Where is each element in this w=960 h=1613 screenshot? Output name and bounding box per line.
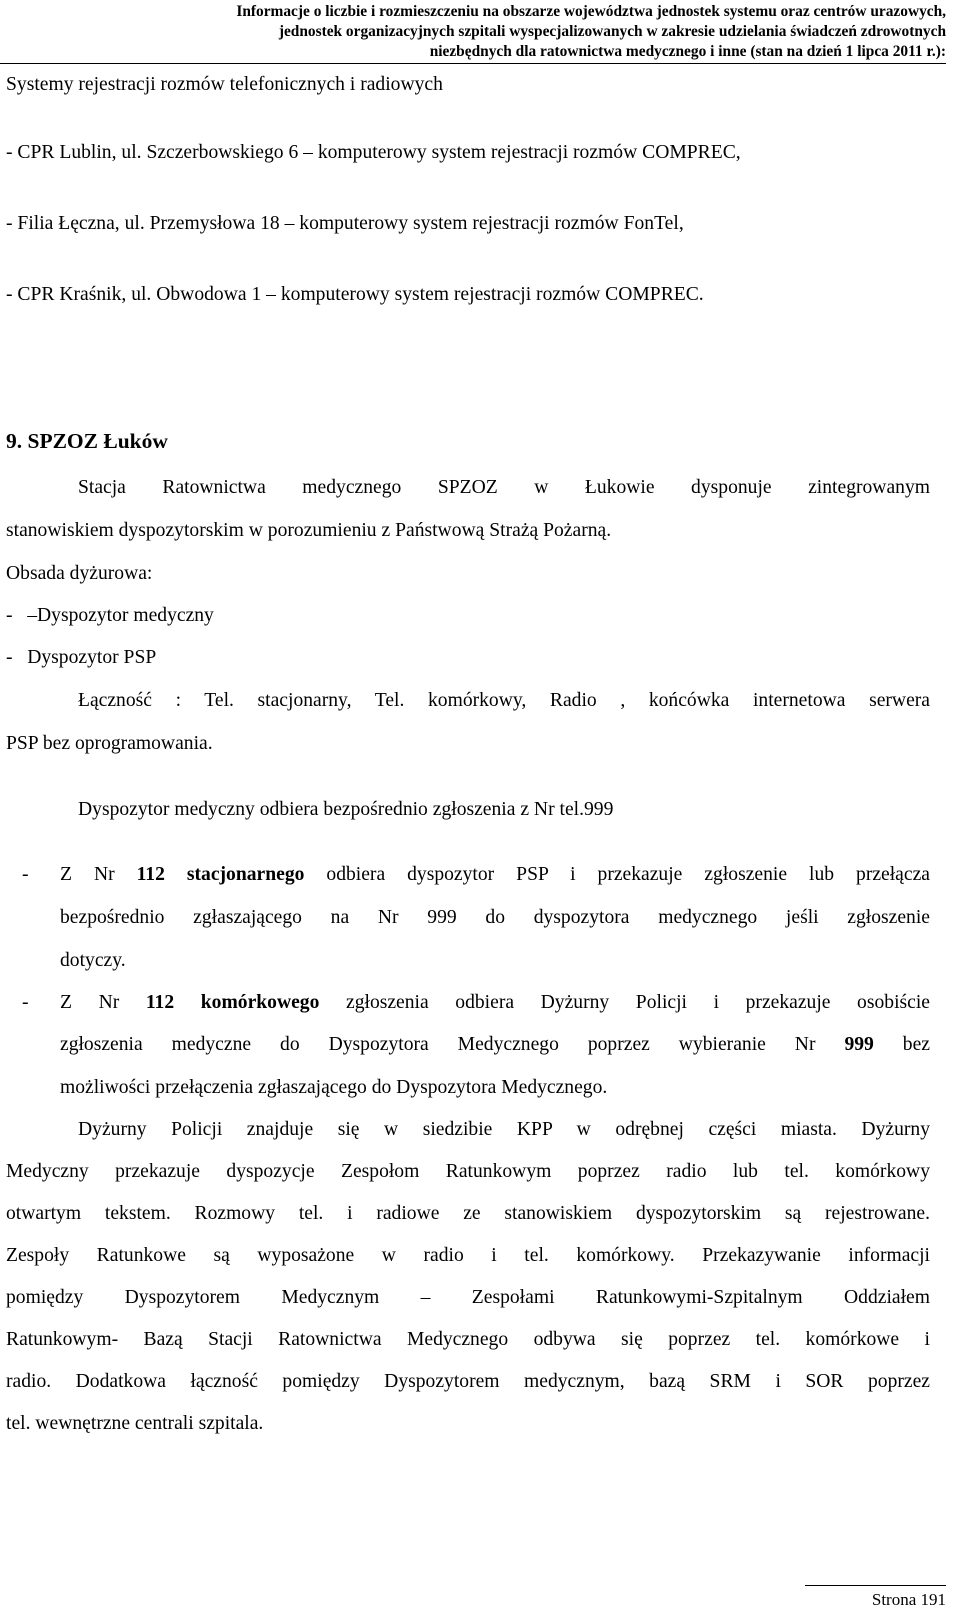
- page-number: Strona 191: [805, 1585, 946, 1611]
- intro-line-2: stanowiskiem dyspozytorskim w porozumieniu z Państwową Strażą Pożarną.: [6, 520, 612, 541]
- para-line-5: pomiędzy Dyspozytorem Medycznym – Zespołami Ratunkowymi-Szpitalnym Oddziałem: [6, 1287, 930, 1308]
- bullet-1-dash: -: [22, 864, 29, 885]
- systems-item-2: - Filia Łęczna, ul. Przemysłowa 18 – komputerowy system rejestracji rozmów FonTel,: [6, 213, 684, 234]
- page-header: [0, 0, 946, 64]
- bullet-1-line-3: dotyczy.: [60, 950, 126, 971]
- header-line-1: Informacje o liczbie i rozmieszczeniu na obszarze województwa jednostek systemu oraz centrów urazowych,: [236, 3, 946, 20]
- bullet-2-line-3: możliwości przełączenia zgłaszającego do Dyspozytora Medycznego.: [60, 1077, 608, 1098]
- direct-calls: Dyspozytor medyczny odbiera bezpośrednio zgłoszenia z Nr tel.999: [78, 799, 614, 820]
- staff-item-1: - –Dyspozytor medyczny: [6, 605, 214, 626]
- para-line-4: Zespoły Ratunkowe są wyposażone w radio i tel. komórkowy. Przekazywanie informacji: [6, 1245, 930, 1266]
- para-line-8: tel. wewnętrzne centrali szpitala.: [6, 1413, 264, 1434]
- bullet-2-line-1: Z Nr 112 komórkowego zgłoszenia odbiera Dyżurny Policji i przekazuje osobiście: [60, 992, 930, 1013]
- bullet-2-line-2: zgłoszenia medyczne do Dyspozytora Medycznego poprzez wybieranie Nr 999 bez: [60, 1034, 930, 1055]
- para-line-3: otwartym tekstem. Rozmowy tel. i radiowe ze stanowiskiem dyspozytorskim są rejestrowane.: [6, 1203, 930, 1224]
- systems-item-3: - CPR Kraśnik, ul. Obwodowa 1 – komputerowy system rejestracji rozmów COMPREC.: [6, 284, 704, 305]
- systems-title: Systemy rejestracji rozmów telefonicznych i radiowych: [6, 74, 443, 95]
- comm-line-2: PSP bez oprogramowania.: [6, 733, 213, 754]
- bullet-1-line-1: Z Nr 112 stacjonarnego odbiera dyspozytor PSP i przekazuje zgłoszenie lub przełącza: [60, 864, 930, 885]
- staff-item-2: - Dyspozytor PSP: [6, 647, 157, 668]
- header-line-2: jednostek organizacyjnych szpitali wyspecjalizowanych w zakresie udzielania świadczeń zdrowotnych: [278, 23, 946, 40]
- para-line-6: Ratunkowym- Bazą Stacji Ratownictwa Medycznego odbywa się poprzez tel. komórkowe i: [6, 1329, 930, 1350]
- bullet-2-dash: -: [22, 992, 29, 1013]
- staff-label: Obsada dyżurowa:: [6, 563, 153, 584]
- section-heading: 9. SPZOZ Łuków: [6, 429, 168, 453]
- para-line-1: Dyżurny Policji znajduje się w siedzibie KPP w odrębnej części miasta. Dyżurny: [78, 1119, 930, 1140]
- bullet-1-line-2: bezpośrednio zgłaszającego na Nr 999 do dyspozytora medycznego jeśli zgłoszenie: [60, 907, 930, 928]
- para-line-2: Medyczny przekazuje dyspozycje Zespołom Ratunkowym poprzez radio lub tel. komórkowy: [6, 1161, 930, 1182]
- systems-item-1: - CPR Lublin, ul. Szczerbowskiego 6 – komputerowy system rejestracji rozmów COMPREC,: [6, 142, 741, 163]
- para-line-7: radio. Dodatkowa łączność pomiędzy Dyspozytorem medycznym, bazą SRM i SOR poprzez: [6, 1371, 930, 1392]
- intro-line-1: Stacja Ratownictwa medycznego SPZOZ w Łukowie dysponuje zintegrowanym: [78, 477, 930, 498]
- header-line-3: niezbędnych dla ratownictwa medycznego i inne (stan na dzień 1 lipca 2011 r.):: [429, 43, 946, 60]
- comm-line-1: Łączność : Tel. stacjonarny, Tel. komórkowy, Radio , końcówka internetowa serwera: [78, 690, 930, 711]
